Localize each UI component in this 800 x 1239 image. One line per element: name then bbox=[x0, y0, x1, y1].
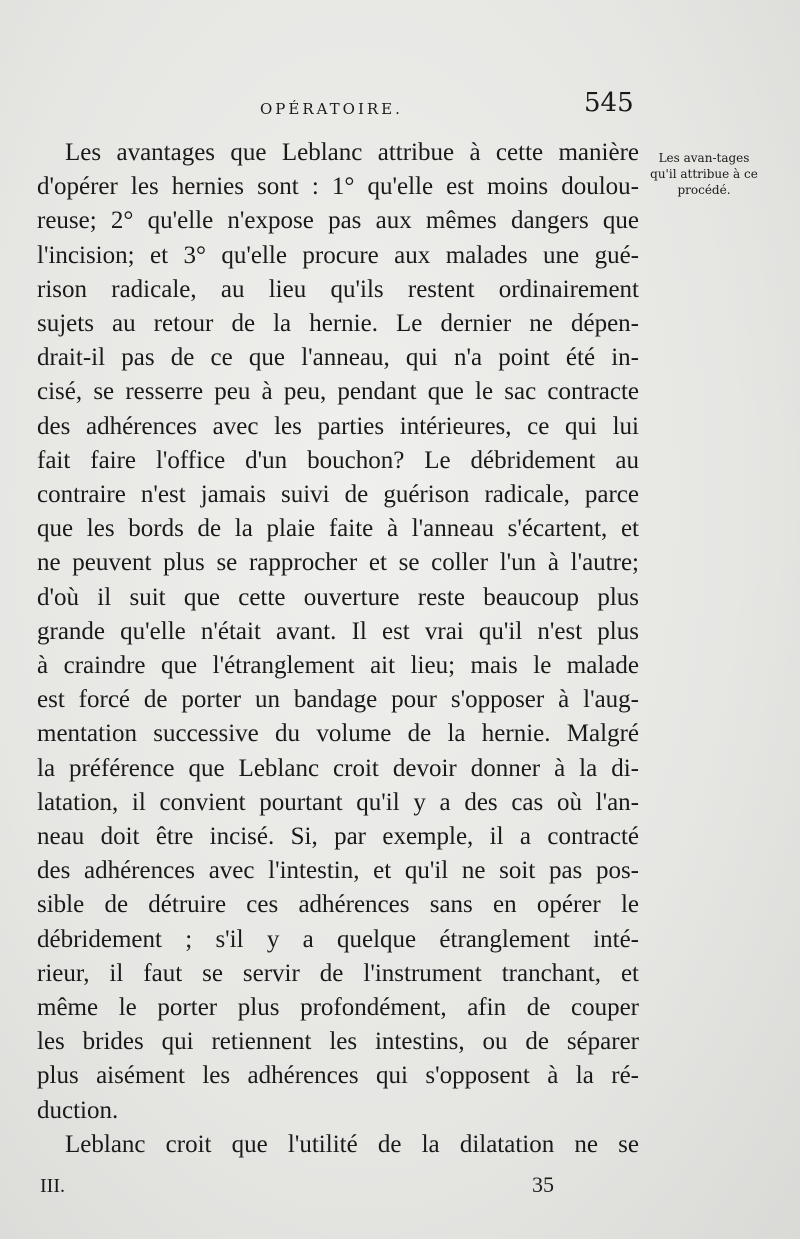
text-line: fait faire l'office d'un bouchon? Le débridement au bbox=[37, 446, 639, 474]
text-line: mentation successive du volume de la hernie. Malgré bbox=[37, 720, 639, 748]
text-line: à craindre que l'étranglement ait lieu; mais le malade bbox=[37, 652, 639, 680]
text-line: les brides qui retiennent les intestins, ou de séparer bbox=[37, 1028, 639, 1056]
text-line: que les bords de la plaie faite à l'anneau s'écartent, et bbox=[37, 515, 639, 543]
text-line: d'où il suit que cette ouverture reste beaucoup plus bbox=[37, 583, 639, 611]
running-head: OPÉRATOIRE. bbox=[260, 100, 403, 118]
text-line: sujets au retour de la hernie. Le dernier ne dépen- bbox=[37, 310, 639, 338]
text-line: est forcé de porter un bandage pour s'opposer à l'aug- bbox=[37, 686, 639, 714]
text-line: reuse; 2° qu'elle n'expose pas aux mêmes dangers que bbox=[37, 207, 639, 235]
text-line: des adhérences avec les parties intérieures, ce qui lui bbox=[37, 412, 639, 440]
folio-mark: 35 bbox=[532, 1172, 554, 1197]
text-line: ne peuvent plus se rapprocher et se coller l'un à l'autre; bbox=[37, 549, 639, 577]
text-line: neau doit être incisé. Si, par exemple, il a contracté bbox=[37, 823, 639, 851]
text-line: même le porter plus profondément, afin de couper bbox=[37, 994, 639, 1022]
text-line: contraire n'est jamais suivi de guérison radicale, parce bbox=[37, 481, 639, 509]
text-line: d'opérer les hernies sont : 1° qu'elle est moins doulou- bbox=[37, 173, 639, 201]
page-number: 545 bbox=[584, 88, 634, 118]
text-line: Leblanc croit que l'utilité de la dilatation ne se bbox=[65, 1130, 639, 1158]
margin-note: Les avan-tages qu'il attribue à ce procédé. bbox=[650, 151, 758, 197]
show-through-smudge bbox=[650, 1040, 760, 1130]
text-line: rieur, il faut se servir de l'instrument tranchant, et bbox=[37, 959, 639, 987]
text-line: drait-il pas de ce que l'anneau, qui n'a point été in- bbox=[37, 344, 639, 372]
text-line: rison radicale, au lieu qu'ils restent ordinairement bbox=[37, 275, 639, 303]
text-line: la préférence que Leblanc croit devoir donner à la di- bbox=[37, 754, 639, 782]
text-line: des adhérences avec l'intestin, et qu'il ne soit pas pos- bbox=[37, 857, 639, 885]
text-line: latation, il convient pourtant qu'il y a des cas où l'an- bbox=[37, 788, 639, 816]
text-line: grande qu'elle n'était avant. Il est vrai qu'il n'est plus bbox=[37, 617, 639, 645]
signature-mark: III. bbox=[40, 1175, 65, 1197]
show-through-smudge bbox=[650, 520, 760, 590]
body-text bbox=[37, 136, 639, 1162]
text-line: plus aisément les adhérences qui s'opposent à la ré- bbox=[37, 1062, 639, 1090]
text-line: Les avantages que Leblanc attribue à cette manière bbox=[65, 139, 639, 166]
text-line: l'incision; et 3° qu'elle procure aux malades une gué- bbox=[37, 241, 639, 269]
text-line: cisé, se resserre peu à peu, pendant que le sac contracte bbox=[37, 378, 639, 406]
text-line: duction. bbox=[37, 1096, 119, 1124]
text-line: débridement ; s'il y a quelque étranglement inté- bbox=[37, 925, 639, 953]
text-line: sible de détruire ces adhérences sans en opérer le bbox=[37, 891, 639, 919]
